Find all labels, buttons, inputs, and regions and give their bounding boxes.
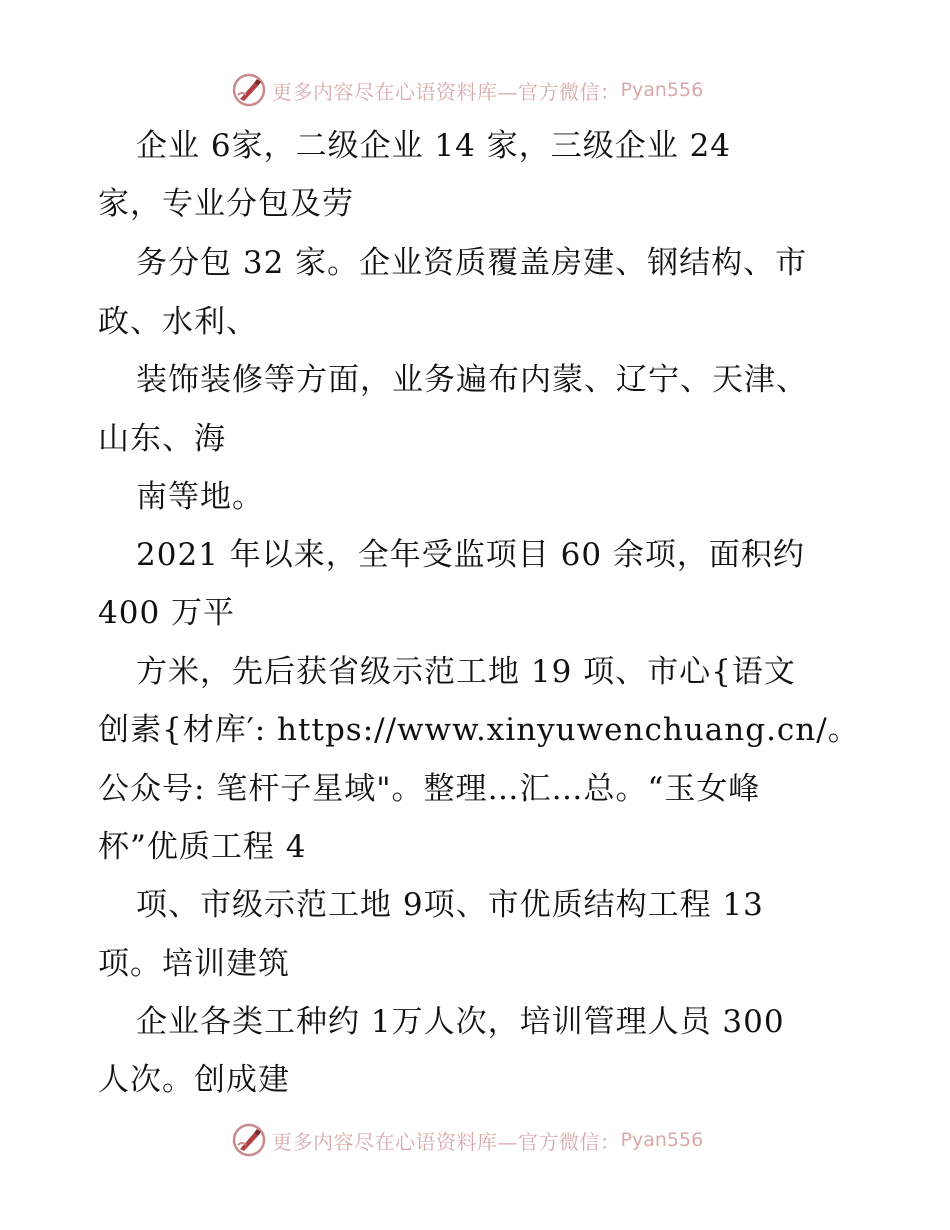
text-line: 项、市级示范工地 9项、市优质结构工程 13 — [136, 887, 764, 923]
watermark-text: 更多内容尽在心语资料库—官方微信： — [272, 79, 621, 104]
watermark-text: 更多内容尽在心语资料库—官方微信： — [272, 1129, 621, 1154]
text-line: 务分包 32 家。企业资质覆盖房建、钢结构、市 — [136, 245, 808, 281]
text-line: 家，专业分包及劳 — [98, 186, 354, 222]
text-line: 政、水利、 — [98, 304, 258, 340]
pen-logo-icon — [232, 1123, 266, 1157]
text-line: 2021 年以来，全年受监项目 60 余项，面积约 — [136, 537, 805, 573]
text-line: 山东、海 — [98, 421, 226, 457]
pen-logo-icon — [232, 73, 266, 107]
text-line: 装饰装修等方面，业务遍布内蒙、辽宁、天津、 — [136, 362, 808, 398]
header-watermark — [232, 72, 703, 108]
watermark-wechat-id: Pyan556 — [620, 1129, 704, 1151]
text-line: 南等地。 — [136, 479, 264, 515]
text-line: 杯”优质工程 4 — [98, 829, 307, 865]
footer-watermark — [232, 1122, 703, 1158]
text-line: 400 万平 — [98, 595, 236, 631]
text-line: 企业各类工种约 1万人次，培训管理人员 300 — [136, 1004, 785, 1040]
text-line: 方米，先后获省级示范工地 19 项、市心{语文 — [136, 654, 796, 690]
text-line: 创素{材库′: https://www.xinyuwenchuang.cn/。 — [98, 712, 860, 748]
watermark-wechat-id: Pyan556 — [620, 79, 704, 101]
text-line: 公众号: 笔杆子星域"。整理…汇…总。“玉女峰 — [98, 771, 761, 807]
text-line: 项。培训建筑 — [98, 946, 290, 982]
text-line: 人次。创成建 — [98, 1062, 290, 1098]
text-line: 企业 6家，二级企业 14 家，三级企业 24 — [136, 128, 732, 164]
